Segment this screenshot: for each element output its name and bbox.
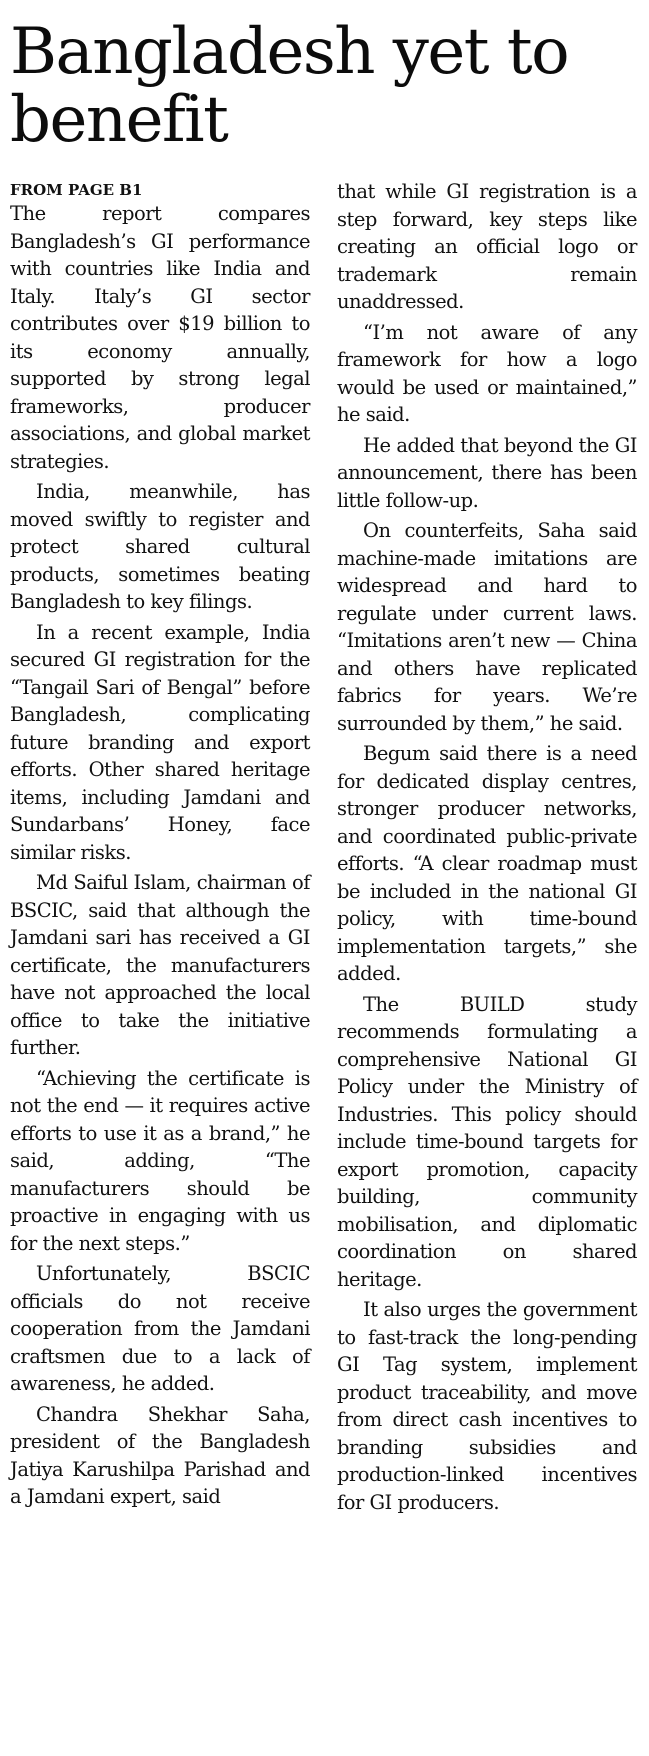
paragraph: He added that beyond the GI announcement, there has been little follow-up.: [337, 433, 637, 512]
paragraph: Unfortunately, BSCIC officials do not receive cooperation from the Jamdani craftsmen due to a lack of awareness, he added.: [10, 1262, 310, 1395]
article-column-right: [337, 178, 637, 1516]
paragraph: The report compares Bangladesh’s GI performance with countries like India and Italy. Italy’s GI sector contributes over $19 billion to its economy annually, supported by strong legal frameworks, producer associations, and global market strategies.: [10, 202, 310, 473]
paragraph: India, meanwhile, has moved swiftly to register and protect shared cultural products, sometimes beating Bangladesh to key filings.: [10, 480, 310, 613]
paragraph: “Achieving the certificate is not the end — it requires active efforts to use it as a brand,” he said, adding, “The manufacturers should be proactive in engaging with us for the next steps.”: [10, 1066, 310, 1255]
paragraph: In a recent example, India secured GI registration for the “Tangail Sari of Bengal” before Bangladesh, complicating future branding and export efforts. Other shared heritage items, including Jamdani and Sundarbans’ Honey, face similar risks.: [10, 620, 310, 864]
headline: Bangladesh yet to benefit: [10, 15, 569, 157]
paragraph: On counterfeits, Saha said machine-made imitations are widespread and hard to regulate under current laws. “Imitations aren’t new — China and others have replicated fabrics for years. We’re surrounded by them,” he said.: [337, 519, 637, 735]
jump-kicker: FROM PAGE B1: [10, 181, 143, 199]
paragraph: Begum said there is a need for dedicated display centres, stronger producer networks, and coordinated public-private efforts. “A clear roadmap must be included in the national GI policy, with time-bound implementation targets,” she added.: [337, 742, 637, 985]
paragraph: The BUILD study recommends formulating a comprehensive National GI Policy under the Ministry of Industries. This policy should include time-bound targets for export promotion, capacity building, community mobilisation, and diplomatic coordination on shared heritage.: [337, 992, 637, 1291]
paragraph: Chandra Shekhar Saha, president of the Bangladesh Jatiya Karushilpa Parishad and a Jamdani expert, said: [10, 1402, 310, 1508]
paragraph: Md Saiful Islam, chairman of BSCIC, said that although the Jamdani sari has received a GI certificate, the manufacturers have not approached the local office to take the initiative further.: [10, 871, 310, 1059]
paragraph: that while GI registration is a step forward, key steps like creating an official logo or trademark remain unaddressed.: [337, 180, 637, 313]
article-column-left: [10, 180, 310, 1511]
paragraph: “I’m not aware of any framework for how a logo would be used or maintained,” he said.: [337, 320, 637, 426]
paragraph: It also urges the government to fast-track the long-pending GI Tag system, implement product traceability, and move from direct cash incentives to branding subsidies and production-linked incentives for GI producers.: [337, 1298, 637, 1514]
